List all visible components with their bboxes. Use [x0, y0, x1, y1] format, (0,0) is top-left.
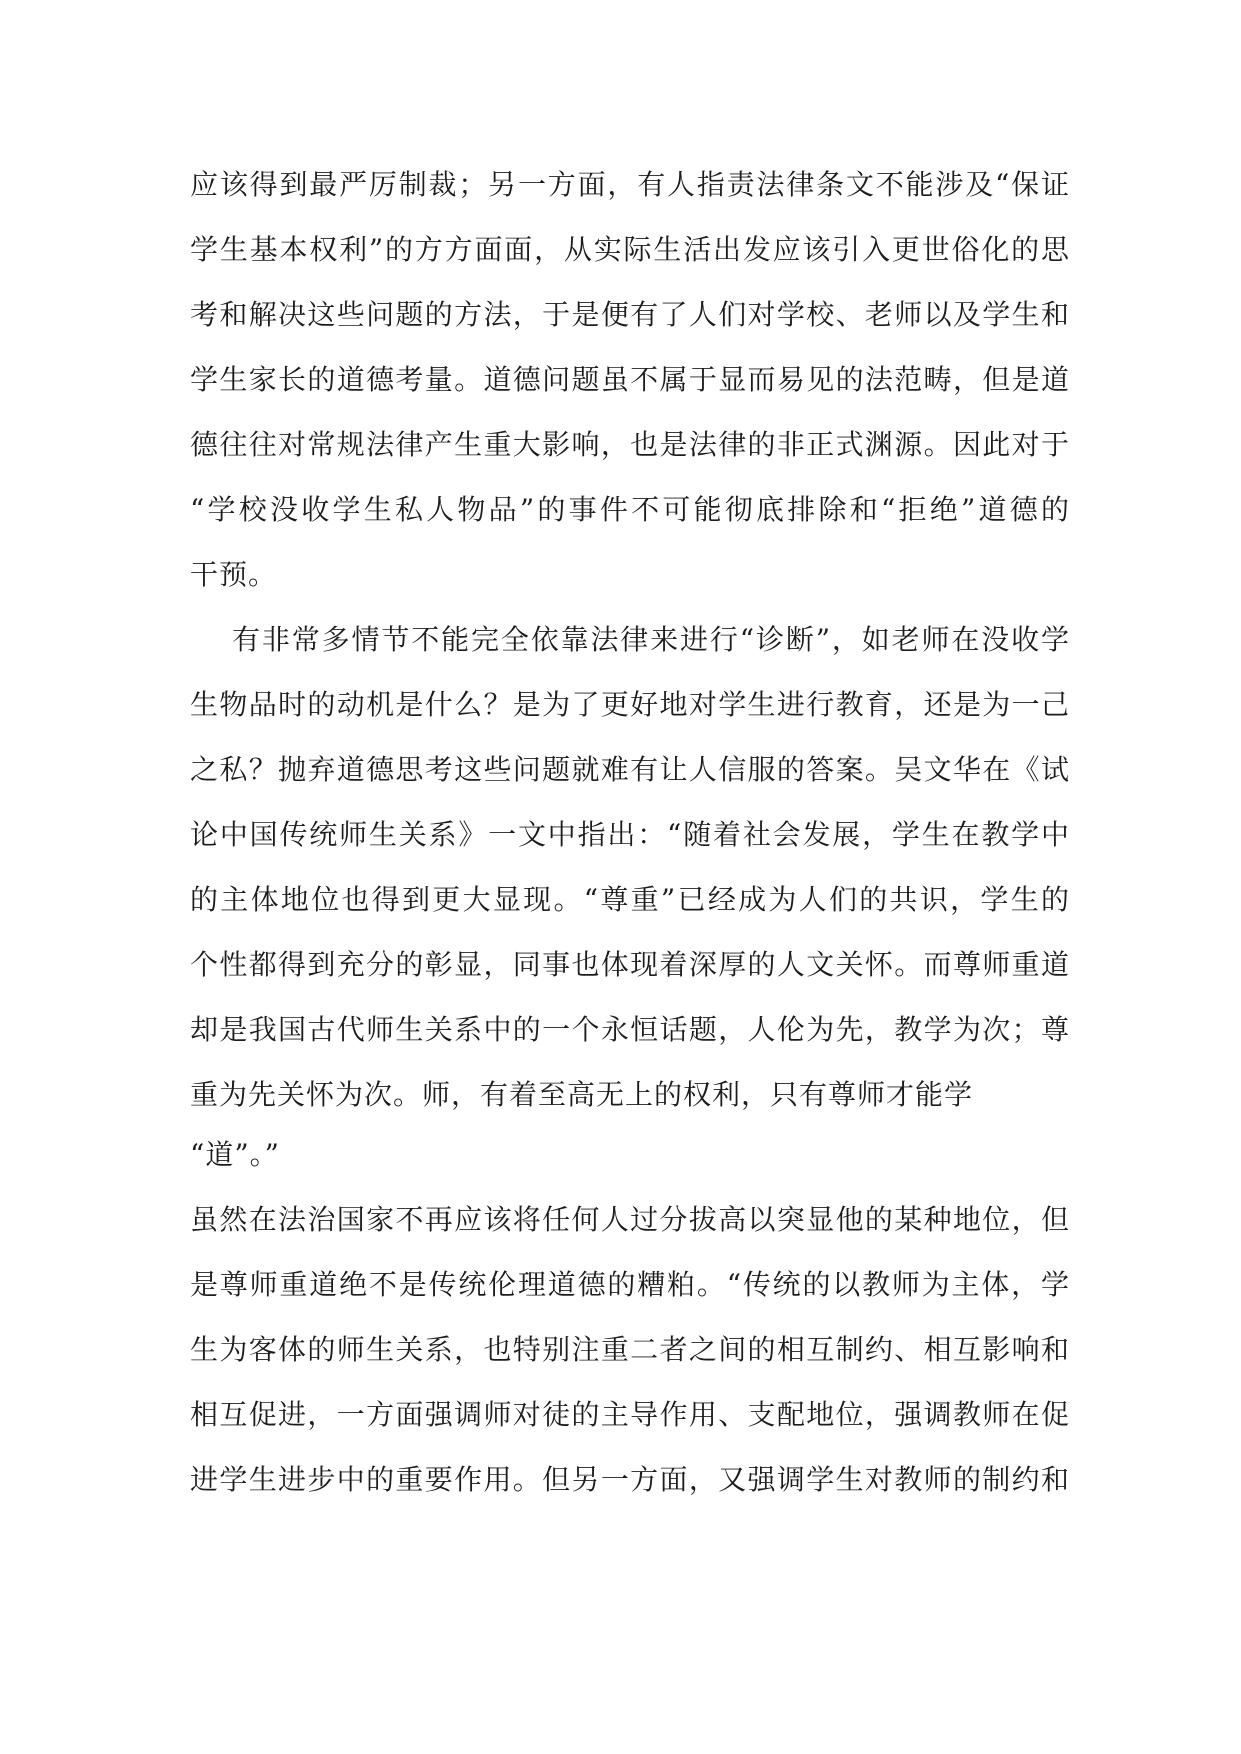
text-line-6: “学校没收学生私人物品”的事件不可能彻底排除和“拒绝”道德的	[190, 493, 1070, 526]
text-line-21: 进学生进步中的重要作用。但另一方面，又强调学生对教师的制约和	[190, 1463, 1070, 1496]
text-line-20: 相互促进，一方面强调师对徒的主导作用、支配地位，强调教师在促	[190, 1398, 1070, 1431]
text-line-3: 考和解决这些问题的方法，于是便有了人们对学校、老师以及学生和	[190, 298, 1070, 331]
text-line-8: 有非常多情节不能完全依靠法律来进行“诊断”，如老师在没收学	[232, 623, 1070, 656]
text-line-13: 个性都得到充分的彰显，同事也体现着深厚的人文关怀。而尊师重道	[190, 948, 1070, 981]
text-line-15: 重为先关怀为次。师，有着至高无上的权利，只有尊师才能学	[190, 1078, 974, 1111]
text-line-18: 是尊师重道绝不是传统伦理道德的糟粕。“传统的以教师为主体，学	[190, 1268, 1070, 1301]
text-line-14: 却是我国古代师生关系中的一个永恒话题，人伦为先，教学为次；尊	[190, 1013, 1070, 1046]
text-line-2: 学生基本权利”的方方面面，从实际生活出发应该引入更世俗化的思	[190, 233, 1070, 266]
text-line-16: “道”。”	[190, 1138, 280, 1171]
text-line-1: 应该得到最严厉制裁；另一方面，有人指责法律条文不能涉及“保证	[190, 168, 1070, 201]
text-line-5: 德往往对常规法律产生重大影响，也是法律的非正式渊源。因此对于	[190, 428, 1070, 461]
text-line-4: 学生家长的道德考量。道德问题虽不属于显而易见的法范畴，但是道	[190, 363, 1070, 396]
text-line-7: 干预。	[190, 558, 278, 591]
text-line-19: 生为客体的师生关系，也特别注重二者之间的相互制约、相互影响和	[190, 1333, 1070, 1366]
text-line-11: 论中国传统师生关系》一文中指出：“随着社会发展，学生在教学中	[190, 818, 1070, 851]
text-line-12: 的主体地位也得到更大显现。“尊重”已经成为人们的共识，学生的	[190, 883, 1070, 916]
text-line-9: 生物品时的动机是什么？是为了更好地对学生进行教育，还是为一己	[190, 688, 1070, 721]
text-line-10: 之私？抛弃道德思考这些问题就难有让人信服的答案。吴文华在《试	[190, 753, 1070, 786]
text-line-17: 虽然在法治国家不再应该将任何人过分拔高以突显他的某种地位，但	[190, 1203, 1070, 1236]
